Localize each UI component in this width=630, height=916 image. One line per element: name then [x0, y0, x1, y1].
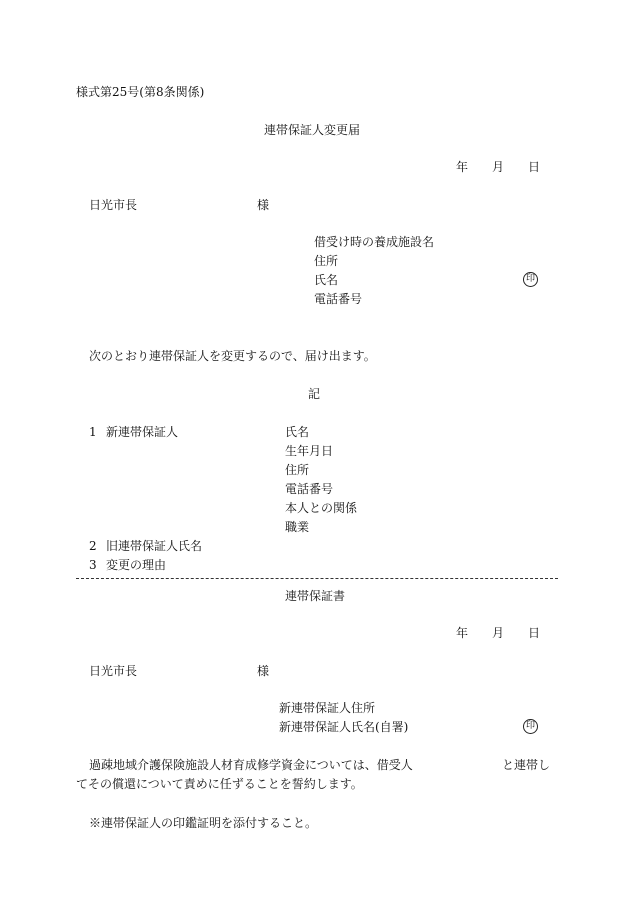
applicant-name-label: 氏名 — [314, 273, 339, 287]
guarantee-date-year: 年 — [456, 626, 469, 640]
addressee-honorific: 様 — [257, 198, 270, 212]
item-3-number: 3 — [89, 558, 97, 572]
new-guarantor-address-label: 新連帯保証人住所 — [279, 701, 376, 715]
guarantee-title: 連帯保証書 — [285, 589, 346, 603]
date-year: 年 — [456, 160, 469, 174]
applicant-facility-label: 借受け時の養成施設名 — [314, 235, 435, 249]
guarantor-field-address: 住所 — [285, 463, 310, 477]
guarantee-addressee-name: 日光市長 — [89, 664, 138, 678]
guarantee-body-line1-end: と連帯し — [502, 758, 551, 772]
form-number: 様式第25号(第8条関係) — [76, 85, 205, 99]
guarantee-addressee-honorific: 様 — [257, 664, 270, 678]
guarantee-date-month: 月 — [492, 626, 505, 640]
applicant-address-label: 住所 — [314, 254, 339, 268]
guarantor-field-relationship: 本人との関係 — [285, 501, 358, 515]
guarantor-field-birthdate: 生年月日 — [285, 444, 334, 458]
item-1-number: 1 — [89, 425, 97, 439]
item-2-label: 旧連帯保証人氏名 — [106, 539, 203, 553]
cut-line — [76, 578, 558, 579]
item-3-label: 変更の理由 — [106, 558, 167, 572]
guarantor-field-name: 氏名 — [285, 425, 310, 439]
item-1-label: 新連帯保証人 — [106, 425, 179, 439]
date-day: 日 — [528, 160, 541, 174]
ki-heading: 記 — [308, 387, 321, 401]
document-title: 連帯保証人変更届 — [264, 123, 361, 137]
guarantee-date-day: 日 — [528, 626, 541, 640]
statement: 次のとおり連帯保証人を変更するので、届け出ます。 — [89, 349, 376, 363]
guarantor-field-phone: 電話番号 — [285, 482, 334, 496]
item-2-number: 2 — [89, 539, 97, 553]
applicant-phone-label: 電話番号 — [314, 292, 363, 306]
date-month: 月 — [492, 160, 505, 174]
seal-icon: 印 — [523, 272, 538, 287]
new-guarantor-name-label: 新連帯保証人氏名(自署) — [279, 720, 409, 734]
guarantee-body-line2: てその償還について責めに任ずることを誓約します。 — [76, 777, 363, 791]
addressee-name: 日光市長 — [89, 198, 138, 212]
guarantee-body-line1: 過疎地域介護保険施設人材育成修学資金については、借受人 — [89, 758, 413, 772]
note: ※連帯保証人の印鑑証明を添付すること。 — [89, 816, 318, 830]
seal-icon: 印 — [523, 719, 538, 734]
guarantor-field-occupation: 職業 — [285, 520, 310, 534]
